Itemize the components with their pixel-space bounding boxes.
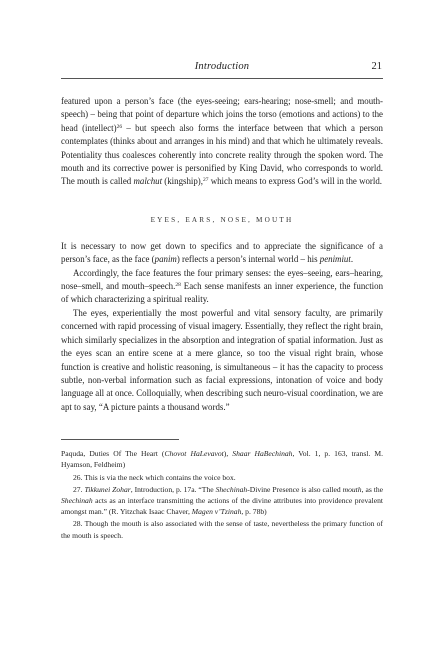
footnote-28: 28. Though the mouth is also associated with the sense of taste, nevertheless the primary function of the mouth is speech.	[61, 519, 383, 540]
running-header	[61, 60, 383, 79]
intro-paragraph: featured upon a person’s face (the eyes-seeing; ears-hearing; nose-smell; and mouth-speech) – being that point of departure which joins the torso (emotions and actions) to the head (intellect)$^{26}$ – but speech also forms the interface between that which a person contemplates (thinks about and arranges in his mind) and that which he ultimately reveals. Potentiality thus coalesces coherently into concrete reality through the spoken word. The mouth and its corrective power is personified by King David, who corresponds to world. The mouth is called malchut (kingship),$^{27}$ which means to express God’s will in the world.	[61, 96, 383, 187]
footnotes	[61, 448, 383, 541]
footnote-ref-28[interactable]: 28	[175, 282, 181, 289]
chapter-title: Introduction	[194, 61, 250, 72]
main-text	[61, 95, 383, 414]
book-page	[61, 60, 383, 542]
section-paragraph-2: Accordingly, the face features the four primary senses: the eyes–seeing, ears–hearing, nose–smell, and mouth–speech.$^{28}$ Each sense manifests an inner experience, the function of which characterizing a spiritual reality.	[61, 267, 384, 305]
section-heading: EYES, EARS, NOSE, MOUTH	[150, 215, 294, 224]
page-number: 21	[371, 61, 382, 72]
footnote-continuation: Paquda, Duties Of The Heart (Chovot HaLevavot), Shaar HaBechinah, Vol. 1, p. 163, transl. M. Hyamson, Feldheim)	[61, 449, 384, 470]
footnote-ref-27[interactable]: 27	[202, 177, 209, 184]
section-paragraph-1: It is necessary to now get down to specifics and to appreciate the significance of a person’s face, as the face (panim) reflects a person’s internal world – his penimiut.	[61, 240, 383, 265]
section-paragraph-3: The eyes, experientially the most powerful and vital sensory faculty, are primarily concerned with rapid processing of visual imagery. Essentially, they reflect the right brain, which similarly specializes in the absorption and integration of spatial information. Just as the eyes scan an entire scene at a mere glance, so too the visual right brain, whose function is creative and holistic reasoning, is simultaneous – it has the capacity to process subtle, non-verbal information such as facial expressions, intonation of voice and body language all at once. Colloquially, when describing such neuro-visual coordination, we are apt to say, “A picture paints a thousand words.”	[61, 307, 383, 412]
footnote-ref-26[interactable]: 26	[116, 123, 123, 130]
footnote-26: 26. This is via the neck which contains the voice box.	[73, 472, 236, 482]
footnote-divider	[61, 439, 179, 440]
footnote-27: 27. Tikkunei Zohar, Introduction, p. 17a. “The Shechinah-Divine Presence is also called mouth, as the Shechinah acts as an interface transmitting the actions of the divine attributes into providence prevalent amongst man.” (R. Yitzchak Isaac Chaver, Magen v’Tzinah, p. 78b)	[61, 484, 384, 517]
